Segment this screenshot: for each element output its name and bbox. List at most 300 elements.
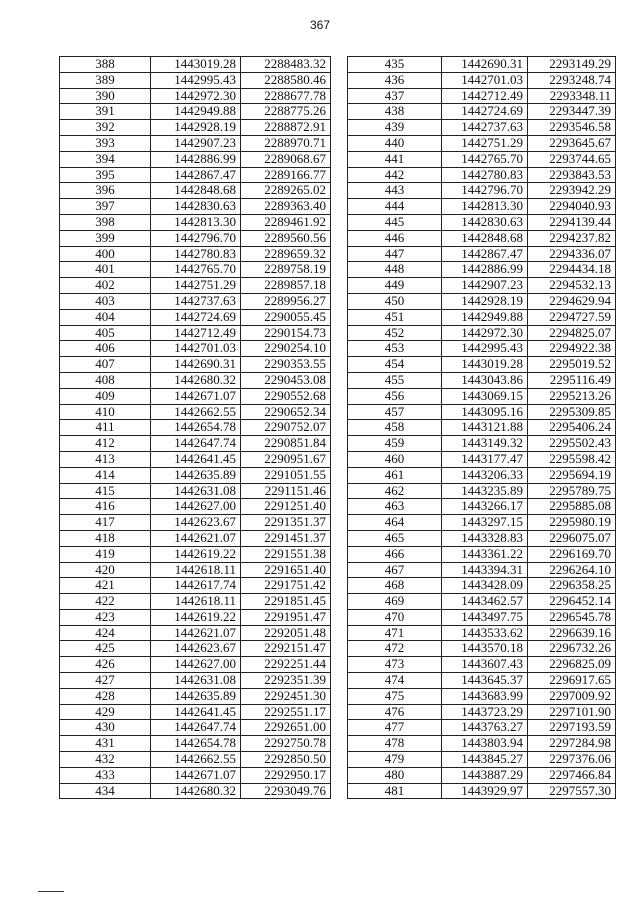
- x-coordinate-cell: 1442751.29: [151, 278, 241, 294]
- table-row: [60, 183, 331, 199]
- table-row: [348, 309, 616, 325]
- table-row: [348, 357, 616, 373]
- table-row: [60, 783, 331, 799]
- x-coordinate-cell: 1442680.32: [151, 783, 241, 799]
- x-coordinate-cell: 1442662.55: [151, 404, 241, 420]
- point-number-cell: 446: [348, 230, 442, 246]
- y-coordinate-cell: 2291751.42: [241, 578, 331, 594]
- y-coordinate-cell: 2293645.67: [528, 135, 616, 151]
- table-row: [60, 483, 331, 499]
- table-row: [60, 420, 331, 436]
- x-coordinate-cell: 1442641.45: [151, 451, 241, 467]
- y-coordinate-cell: 2292451.30: [241, 688, 331, 704]
- x-coordinate-cell: 1442627.00: [151, 499, 241, 515]
- point-number-cell: 420: [60, 562, 151, 578]
- x-coordinate-cell: 1442995.43: [442, 341, 528, 357]
- page-number: 367: [309, 18, 331, 32]
- table-row: [60, 104, 331, 120]
- x-coordinate-cell: 1443177.47: [442, 451, 528, 467]
- y-coordinate-cell: 2289758.19: [241, 262, 331, 278]
- x-coordinate-cell: 1442647.74: [151, 720, 241, 736]
- y-coordinate-cell: 2290552.68: [241, 388, 331, 404]
- table-row: [60, 578, 331, 594]
- x-coordinate-cell: 1442796.70: [151, 230, 241, 246]
- y-coordinate-cell: 2294040.93: [528, 199, 616, 215]
- table-row: [60, 562, 331, 578]
- x-coordinate-cell: 1442662.55: [151, 752, 241, 768]
- table-row: [348, 183, 616, 199]
- y-coordinate-cell: 2290453.08: [241, 372, 331, 388]
- point-number-cell: 434: [60, 783, 151, 799]
- y-coordinate-cell: 2289166.77: [241, 167, 331, 183]
- point-number-cell: 425: [60, 641, 151, 657]
- point-number-cell: 433: [60, 767, 151, 783]
- point-number-cell: 449: [348, 278, 442, 294]
- coordinate-table-left: [59, 56, 331, 799]
- y-coordinate-cell: 2288677.78: [241, 88, 331, 104]
- coordinate-table-right: [347, 56, 616, 799]
- point-number-cell: 441: [348, 151, 442, 167]
- y-coordinate-cell: 2293942.29: [528, 183, 616, 199]
- table-row: [348, 88, 616, 104]
- table-row: [348, 483, 616, 499]
- table-row: [348, 657, 616, 673]
- y-coordinate-cell: 2297376.06: [528, 752, 616, 768]
- x-coordinate-cell: 1442618.11: [151, 562, 241, 578]
- point-number-cell: 466: [348, 546, 442, 562]
- point-number-cell: 443: [348, 183, 442, 199]
- x-coordinate-cell: 1443497.75: [442, 609, 528, 625]
- table-row: [60, 451, 331, 467]
- point-number-cell: 467: [348, 562, 442, 578]
- table-row: [348, 594, 616, 610]
- y-coordinate-cell: 2296264.10: [528, 562, 616, 578]
- y-coordinate-cell: 2289068.67: [241, 151, 331, 167]
- point-number-cell: 478: [348, 736, 442, 752]
- table-row: [60, 88, 331, 104]
- x-coordinate-cell: 1443043.86: [442, 372, 528, 388]
- point-number-cell: 435: [348, 57, 442, 73]
- y-coordinate-cell: 2294922.38: [528, 341, 616, 357]
- x-coordinate-cell: 1442671.07: [151, 388, 241, 404]
- point-number-cell: 428: [60, 688, 151, 704]
- y-coordinate-cell: 2289659.32: [241, 246, 331, 262]
- table-row: [348, 214, 616, 230]
- point-number-cell: 451: [348, 309, 442, 325]
- point-number-cell: 417: [60, 515, 151, 531]
- x-coordinate-cell: 1442765.70: [442, 151, 528, 167]
- point-number-cell: 426: [60, 657, 151, 673]
- point-number-cell: 474: [348, 673, 442, 689]
- table-row: [60, 767, 331, 783]
- y-coordinate-cell: 2293447.39: [528, 104, 616, 120]
- x-coordinate-cell: 1442848.68: [442, 230, 528, 246]
- y-coordinate-cell: 2297284.98: [528, 736, 616, 752]
- table-row: [348, 278, 616, 294]
- x-coordinate-cell: 1442886.99: [151, 151, 241, 167]
- table-row: [348, 246, 616, 262]
- table-row: [60, 246, 331, 262]
- y-coordinate-cell: 2292850.50: [241, 752, 331, 768]
- point-number-cell: 423: [60, 609, 151, 625]
- y-coordinate-cell: 2295980.19: [528, 515, 616, 531]
- point-number-cell: 472: [348, 641, 442, 657]
- point-number-cell: 456: [348, 388, 442, 404]
- point-number-cell: 394: [60, 151, 151, 167]
- y-coordinate-cell: 2290254.10: [241, 341, 331, 357]
- y-coordinate-cell: 2296917.65: [528, 673, 616, 689]
- y-coordinate-cell: 2297557.30: [528, 783, 616, 799]
- y-coordinate-cell: 2290652.34: [241, 404, 331, 420]
- table-row: [60, 515, 331, 531]
- table-row: [348, 562, 616, 578]
- y-coordinate-cell: 2293149.29: [528, 57, 616, 73]
- y-coordinate-cell: 2288580.46: [241, 72, 331, 88]
- point-number-cell: 461: [348, 467, 442, 483]
- y-coordinate-cell: 2295213.26: [528, 388, 616, 404]
- x-coordinate-cell: 1443428.09: [442, 578, 528, 594]
- point-number-cell: 440: [348, 135, 442, 151]
- table-row: [348, 57, 616, 73]
- y-coordinate-cell: 2289560.56: [241, 230, 331, 246]
- y-coordinate-cell: 2297466.84: [528, 767, 616, 783]
- point-number-cell: 468: [348, 578, 442, 594]
- y-coordinate-cell: 2294629.94: [528, 293, 616, 309]
- y-coordinate-cell: 2292551.17: [241, 704, 331, 720]
- table-row: [348, 199, 616, 215]
- x-coordinate-cell: 1443929.97: [442, 783, 528, 799]
- table-row: [348, 120, 616, 136]
- x-coordinate-cell: 1442830.63: [442, 214, 528, 230]
- point-number-cell: 396: [60, 183, 151, 199]
- point-number-cell: 480: [348, 767, 442, 783]
- point-number-cell: 448: [348, 262, 442, 278]
- x-coordinate-cell: 1443462.57: [442, 594, 528, 610]
- x-coordinate-cell: 1443845.27: [442, 752, 528, 768]
- y-coordinate-cell: 2294825.07: [528, 325, 616, 341]
- x-coordinate-cell: 1442867.47: [442, 246, 528, 262]
- y-coordinate-cell: 2290851.84: [241, 436, 331, 452]
- y-coordinate-cell: 2290154.73: [241, 325, 331, 341]
- y-coordinate-cell: 2296639.16: [528, 625, 616, 641]
- point-number-cell: 462: [348, 483, 442, 499]
- table-row: [348, 530, 616, 546]
- x-coordinate-cell: 1443235.89: [442, 483, 528, 499]
- table-row: [348, 578, 616, 594]
- table-row: [348, 767, 616, 783]
- x-coordinate-cell: 1442712.49: [151, 325, 241, 341]
- table-row: [348, 499, 616, 515]
- x-coordinate-cell: 1443328.83: [442, 530, 528, 546]
- y-coordinate-cell: 2291051.55: [241, 467, 331, 483]
- y-coordinate-cell: 2288775.26: [241, 104, 331, 120]
- x-coordinate-cell: 1442635.89: [151, 688, 241, 704]
- table-row: [348, 515, 616, 531]
- table-row: [60, 199, 331, 215]
- y-coordinate-cell: 2293843.53: [528, 167, 616, 183]
- x-coordinate-cell: 1442623.67: [151, 515, 241, 531]
- x-coordinate-cell: 1442830.63: [151, 199, 241, 215]
- point-number-cell: 389: [60, 72, 151, 88]
- x-coordinate-cell: 1443121.88: [442, 420, 528, 436]
- point-number-cell: 399: [60, 230, 151, 246]
- table-row: [348, 325, 616, 341]
- point-number-cell: 454: [348, 357, 442, 373]
- table-row: [60, 293, 331, 309]
- x-coordinate-cell: 1443803.94: [442, 736, 528, 752]
- x-coordinate-cell: 1443645.37: [442, 673, 528, 689]
- table-row: [348, 451, 616, 467]
- y-coordinate-cell: 2295309.85: [528, 404, 616, 420]
- point-number-cell: 391: [60, 104, 151, 120]
- x-coordinate-cell: 1442635.89: [151, 467, 241, 483]
- y-coordinate-cell: 2297101.90: [528, 704, 616, 720]
- x-coordinate-cell: 1442724.69: [151, 309, 241, 325]
- point-number-cell: 408: [60, 372, 151, 388]
- x-coordinate-cell: 1442621.07: [151, 625, 241, 641]
- table-row: [348, 262, 616, 278]
- point-number-cell: 390: [60, 88, 151, 104]
- x-coordinate-cell: 1442724.69: [442, 104, 528, 120]
- y-coordinate-cell: 2296358.25: [528, 578, 616, 594]
- x-coordinate-cell: 1442928.19: [442, 293, 528, 309]
- y-coordinate-cell: 2291151.46: [241, 483, 331, 499]
- x-coordinate-cell: 1442619.22: [151, 546, 241, 562]
- point-number-cell: 464: [348, 515, 442, 531]
- point-number-cell: 447: [348, 246, 442, 262]
- y-coordinate-cell: 2293049.76: [241, 783, 331, 799]
- x-coordinate-cell: 1442972.30: [442, 325, 528, 341]
- x-coordinate-cell: 1443570.18: [442, 641, 528, 657]
- table-row: [60, 230, 331, 246]
- y-coordinate-cell: 2291851.45: [241, 594, 331, 610]
- x-coordinate-cell: 1442690.31: [151, 357, 241, 373]
- y-coordinate-cell: 2296169.70: [528, 546, 616, 562]
- x-coordinate-cell: 1442737.63: [442, 120, 528, 136]
- point-number-cell: 427: [60, 673, 151, 689]
- table-row: [60, 325, 331, 341]
- y-coordinate-cell: 2294727.59: [528, 309, 616, 325]
- table-row: [348, 436, 616, 452]
- y-coordinate-cell: 2291951.47: [241, 609, 331, 625]
- y-coordinate-cell: 2293348.11: [528, 88, 616, 104]
- point-number-cell: 437: [348, 88, 442, 104]
- x-coordinate-cell: 1442641.45: [151, 704, 241, 720]
- point-number-cell: 438: [348, 104, 442, 120]
- table-row: [60, 262, 331, 278]
- table-row: [348, 404, 616, 420]
- point-number-cell: 470: [348, 609, 442, 625]
- x-coordinate-cell: 1443266.17: [442, 499, 528, 515]
- point-number-cell: 476: [348, 704, 442, 720]
- point-number-cell: 407: [60, 357, 151, 373]
- point-number-cell: 418: [60, 530, 151, 546]
- point-number-cell: 439: [348, 120, 442, 136]
- table-row: [60, 546, 331, 562]
- table-row: [60, 278, 331, 294]
- point-number-cell: 453: [348, 341, 442, 357]
- table-row: [60, 72, 331, 88]
- point-number-cell: 398: [60, 214, 151, 230]
- y-coordinate-cell: 2294336.07: [528, 246, 616, 262]
- x-coordinate-cell: 1443763.27: [442, 720, 528, 736]
- table-row: [60, 736, 331, 752]
- table-row: [60, 357, 331, 373]
- table-row: [60, 309, 331, 325]
- table-row: [348, 341, 616, 357]
- point-number-cell: 405: [60, 325, 151, 341]
- point-number-cell: 430: [60, 720, 151, 736]
- point-number-cell: 471: [348, 625, 442, 641]
- table-row: [60, 641, 331, 657]
- point-number-cell: 410: [60, 404, 151, 420]
- table-row: [348, 388, 616, 404]
- x-coordinate-cell: 1442848.68: [151, 183, 241, 199]
- x-coordinate-cell: 1442972.30: [151, 88, 241, 104]
- x-coordinate-cell: 1442886.99: [442, 262, 528, 278]
- x-coordinate-cell: 1442654.78: [151, 736, 241, 752]
- table-row: [348, 293, 616, 309]
- table-row: [348, 230, 616, 246]
- table-row: [60, 214, 331, 230]
- x-coordinate-cell: 1442617.74: [151, 578, 241, 594]
- x-coordinate-cell: 1442813.30: [442, 199, 528, 215]
- y-coordinate-cell: 2292651.00: [241, 720, 331, 736]
- point-number-cell: 432: [60, 752, 151, 768]
- y-coordinate-cell: 2295406.24: [528, 420, 616, 436]
- table-row: [60, 341, 331, 357]
- y-coordinate-cell: 2290752.07: [241, 420, 331, 436]
- x-coordinate-cell: 1442907.23: [442, 278, 528, 294]
- table-row: [60, 720, 331, 736]
- point-number-cell: 397: [60, 199, 151, 215]
- point-number-cell: 412: [60, 436, 151, 452]
- y-coordinate-cell: 2294532.13: [528, 278, 616, 294]
- x-coordinate-cell: 1442765.70: [151, 262, 241, 278]
- y-coordinate-cell: 2290055.45: [241, 309, 331, 325]
- y-coordinate-cell: 2291451.37: [241, 530, 331, 546]
- y-coordinate-cell: 2288483.32: [241, 57, 331, 73]
- table-row: [60, 625, 331, 641]
- point-number-cell: 457: [348, 404, 442, 420]
- x-coordinate-cell: 1442796.70: [442, 183, 528, 199]
- y-coordinate-cell: 2296825.09: [528, 657, 616, 673]
- y-coordinate-cell: 2293546.58: [528, 120, 616, 136]
- point-number-cell: 409: [60, 388, 151, 404]
- table-row: [60, 167, 331, 183]
- y-coordinate-cell: 2292151.47: [241, 641, 331, 657]
- point-number-cell: 422: [60, 594, 151, 610]
- y-coordinate-cell: 2291651.40: [241, 562, 331, 578]
- point-number-cell: 455: [348, 372, 442, 388]
- table-row: [60, 120, 331, 136]
- point-number-cell: 414: [60, 467, 151, 483]
- x-coordinate-cell: 1442701.03: [151, 341, 241, 357]
- y-coordinate-cell: 2289857.18: [241, 278, 331, 294]
- x-coordinate-cell: 1443533.62: [442, 625, 528, 641]
- x-coordinate-cell: 1442780.83: [151, 246, 241, 262]
- footer-divider: [38, 891, 64, 892]
- y-coordinate-cell: 2295019.52: [528, 357, 616, 373]
- point-number-cell: 431: [60, 736, 151, 752]
- point-number-cell: 403: [60, 293, 151, 309]
- y-coordinate-cell: 2289363.40: [241, 199, 331, 215]
- point-number-cell: 481: [348, 783, 442, 799]
- point-number-cell: 442: [348, 167, 442, 183]
- x-coordinate-cell: 1442631.08: [151, 483, 241, 499]
- x-coordinate-cell: 1442712.49: [442, 88, 528, 104]
- y-coordinate-cell: 2291551.38: [241, 546, 331, 562]
- y-coordinate-cell: 2292251.44: [241, 657, 331, 673]
- y-coordinate-cell: 2293744.65: [528, 151, 616, 167]
- y-coordinate-cell: 2290353.55: [241, 357, 331, 373]
- table-row: [348, 151, 616, 167]
- x-coordinate-cell: 1442751.29: [442, 135, 528, 151]
- table-row: [60, 704, 331, 720]
- point-number-cell: 421: [60, 578, 151, 594]
- point-number-cell: 416: [60, 499, 151, 515]
- x-coordinate-cell: 1442701.03: [442, 72, 528, 88]
- y-coordinate-cell: 2289461.92: [241, 214, 331, 230]
- table-row: [60, 657, 331, 673]
- x-coordinate-cell: 1442680.32: [151, 372, 241, 388]
- point-number-cell: 444: [348, 199, 442, 215]
- x-coordinate-cell: 1443723.29: [442, 704, 528, 720]
- point-number-cell: 465: [348, 530, 442, 546]
- point-number-cell: 479: [348, 752, 442, 768]
- point-number-cell: 413: [60, 451, 151, 467]
- table-row: [348, 688, 616, 704]
- x-coordinate-cell: 1443019.28: [151, 57, 241, 73]
- x-coordinate-cell: 1443394.31: [442, 562, 528, 578]
- x-coordinate-cell: 1442619.22: [151, 609, 241, 625]
- x-coordinate-cell: 1443095.16: [442, 404, 528, 420]
- point-number-cell: 477: [348, 720, 442, 736]
- table-row: [348, 372, 616, 388]
- table-row: [60, 673, 331, 689]
- x-coordinate-cell: 1442813.30: [151, 214, 241, 230]
- table-row: [348, 104, 616, 120]
- y-coordinate-cell: 2293248.74: [528, 72, 616, 88]
- table-row: [348, 641, 616, 657]
- x-coordinate-cell: 1442690.31: [442, 57, 528, 73]
- y-coordinate-cell: 2294434.18: [528, 262, 616, 278]
- x-coordinate-cell: 1443607.43: [442, 657, 528, 673]
- point-number-cell: 475: [348, 688, 442, 704]
- x-coordinate-cell: 1442631.08: [151, 673, 241, 689]
- table-row: [348, 673, 616, 689]
- table-row: [60, 135, 331, 151]
- y-coordinate-cell: 2292351.39: [241, 673, 331, 689]
- x-coordinate-cell: 1442627.00: [151, 657, 241, 673]
- point-number-cell: 406: [60, 341, 151, 357]
- table-row: [60, 388, 331, 404]
- x-coordinate-cell: 1442647.74: [151, 436, 241, 452]
- table-row: [60, 151, 331, 167]
- table-row: [60, 436, 331, 452]
- y-coordinate-cell: 2295502.43: [528, 436, 616, 452]
- table-row: [348, 467, 616, 483]
- table-row: [60, 467, 331, 483]
- table-row: [348, 546, 616, 562]
- table-row: [348, 736, 616, 752]
- table-row: [60, 57, 331, 73]
- table-row: [348, 720, 616, 736]
- point-number-cell: 469: [348, 594, 442, 610]
- y-coordinate-cell: 2288872.91: [241, 120, 331, 136]
- table-row: [60, 499, 331, 515]
- point-number-cell: 411: [60, 420, 151, 436]
